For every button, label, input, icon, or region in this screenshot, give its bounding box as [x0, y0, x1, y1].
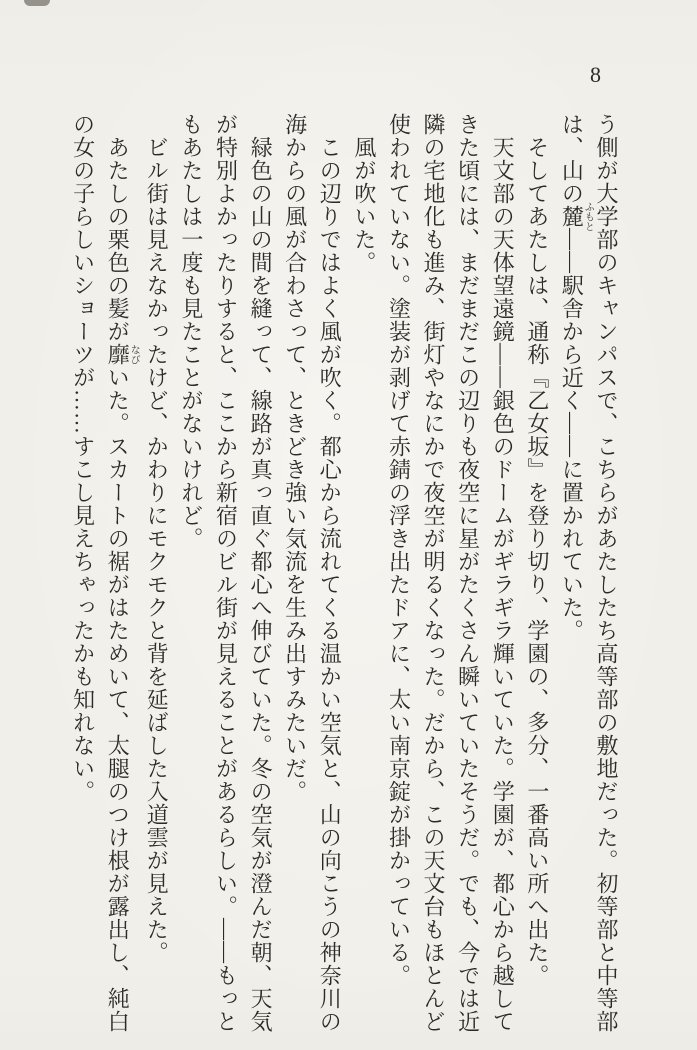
ruby-reading: ふもと	[582, 201, 594, 232]
paragraph: 風が吹いた。	[351, 136, 377, 274]
ruby-annotated-word: 麓ふもと	[559, 201, 594, 232]
paragraph: そしてあたしは、通称『乙女坂』を登り切り、学園の、多分、一番高い所へ出た。	[524, 136, 550, 987]
page-number: 8	[590, 62, 601, 87]
page-text	[65, 113, 623, 1035]
ruby-annotated-word: 靡なび	[105, 343, 140, 366]
ruby-reading: なび	[128, 343, 140, 366]
paragraph: う側が大学部のキャンパスで、こちらがあたしたち高等部の敷地だった。初等部と中等部は、山の麓ふもと――駅舎から近く――に置かれていた。	[559, 113, 619, 1033]
paragraph: この辺りではよく風が吹く。都心から流れてくる温かい空気と、山の向こうの神奈川の海からの風が合わさって、ときどき強い気流を生み出すみたいだ。	[282, 113, 343, 1033]
paragraph: 緑色の山の間を縫って、線路が真っ直ぐ都心へ伸びていた。冬の空気が澄んだ朝、天気が特別よかったりすると、ここから新宿のビル街が見えることがあるらしい。――もっともあたしは一度も見たことがないけれど。	[178, 113, 274, 1033]
paragraph: 天文部の天体望遠鏡――銀色のドームがギラギラ輝いていた。学園が、都心から越してきた頃には、まだまだこの辺りも夜空に星がたくさん瞬いていたそうだ。でも、今では近隣の宅地化も進み、街灯やなにかで夜空が明るくなった。だから、この天文台もほとんど使われていない。塗装が剥げて赤錆の浮き出たドアに、太い南京錠が掛かっている。	[386, 113, 516, 1033]
scan-smudge	[24, 0, 50, 6]
paragraph: あたしの栗色の髪が靡なびいた。スカートの裾がはためいて、太腿のつけ根が露出し、純白の女の子らしいショーツが……すこし見えちゃったかも知れない。	[70, 113, 140, 1033]
paragraph: ビル街は見えなかったけど、かわりにモクモクと背を延ばした入道雲が見えた。	[144, 136, 170, 964]
